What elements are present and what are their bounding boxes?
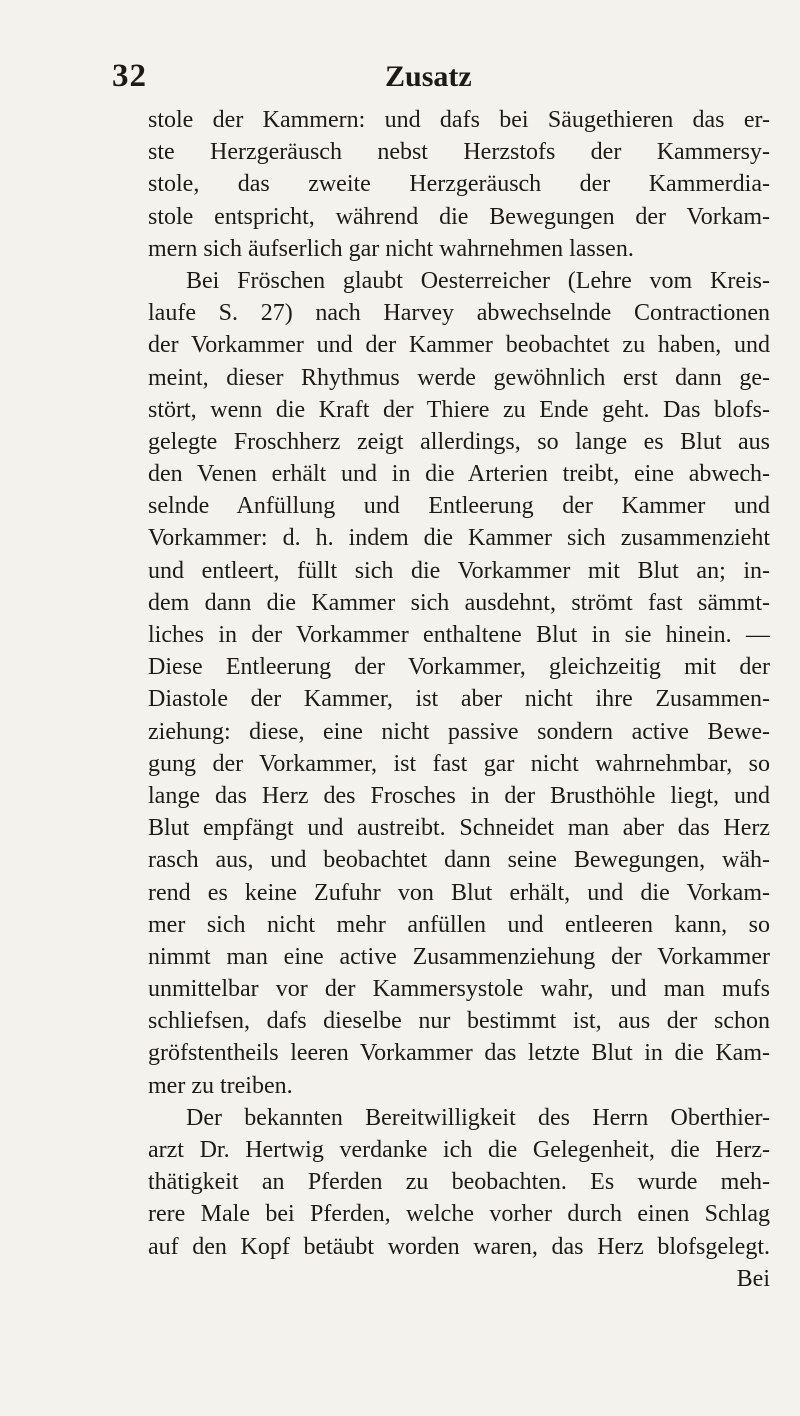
text-line: Diastole der Kammer, ist aber nicht ihre Zusammen- [148,686,770,713]
text-line: Der bekannten Bereitwilligkeit des Herrn Oberthier- [186,1104,770,1131]
text-line: rere Male bei Pferden, welche vorher durch einen Schlag [148,1201,770,1228]
text-line: Bei Fröschen glaubt Oesterreicher (Lehre vom Kreis- [186,267,770,294]
text-line: gelegte Froschherz zeigt allerdings, so lange es Blut aus [148,428,770,455]
text-line: laufe S. 27) nach Harvey abwechselnde Contractionen [148,300,770,327]
text-line: lange das Herz des Frosches in der Brusthöhle liegt, und [148,782,770,809]
text-line: gröfstentheils leeren Vorkammer das letzte Blut in die Kam- [148,1040,770,1067]
text-line: stole entspricht, während die Bewegungen der Vorkam- [148,203,770,230]
text-line: unmittelbar vor der Kammersystole wahr, und man mufs [148,976,770,1003]
text-line: ziehung: diese, eine nicht passive sondern active Bewe- [148,718,770,745]
text-line: ste Herzgeräusch nebst Herzstofs der Kammersy- [148,139,770,166]
text-line: stole, das zweite Herzgeräusch der Kammerdia- [148,171,770,198]
page-header [112,56,772,100]
text-line: stole der Kammern: und dafs bei Säugethieren das er- [148,107,770,133]
text-line: Diese Entleerung der Vorkammer, gleichzeitig mit der [148,654,770,681]
page-number: 32 [112,58,147,94]
text-line: mern sich äufserlich gar nicht wahrnehmen lassen. [148,235,634,262]
text-line: thätigkeit an Pferden zu beobachten. Es wurde meh- [148,1169,770,1196]
text-line: gung der Vorkammer, ist fast gar nicht wahrnehmbar, so [148,750,770,777]
text-line: Vorkammer: d. h. indem die Kammer sich zusammenzieht [148,525,770,552]
text-line: arzt Dr. Hertwig verdanke ich die Gelegenheit, die Herz- [148,1137,770,1163]
body-text [148,104,770,1295]
text-line: stört, wenn die Kraft der Thiere zu Ende geht. Das blofs- [148,396,770,423]
text-line: der Vorkammer und der Kammer beobachtet zu haben, und [148,332,770,359]
text-line: dem dann die Kammer sich ausdehnt, strömt fast sämmt- [148,589,770,616]
text-line: und entleert, füllt sich die Vorkammer mit Blut an; in- [148,557,770,584]
text-line: den Venen erhält und in die Arterien treibt, eine abwech- [148,461,770,488]
text-line: Blut empfängt und austreibt. Schneidet man aber das Herz [148,815,770,842]
text-line: auf den Kopf betäubt worden waren, das Herz blofsgelegt. [148,1233,770,1260]
text-line: rend es keine Zufuhr von Blut erhält, und die Vorkam- [148,879,770,906]
text-line: nimmt man eine active Zusammenziehung der Vorkammer [148,943,770,970]
text-line: mer zu treiben. [148,1072,293,1099]
text-line: selnde Anfüllung und Entleerung der Kammer und [148,493,770,520]
catchword: Bei [736,1265,770,1292]
running-head: Zusatz [385,60,472,93]
text-line: mer sich nicht mehr anfüllen und entleeren kann, so [148,911,770,938]
text-line: schliefsen, dafs dieselbe nur bestimmt ist, aus der schon [148,1008,770,1035]
text-line: rasch aus, und beobachtet dann seine Bewegungen, wäh- [148,847,770,874]
text-line: meint, dieser Rhythmus werde gewöhnlich erst dann ge- [148,364,770,391]
text-line: liches in der Vorkammer enthaltene Blut in sie hinein. — [148,622,770,648]
